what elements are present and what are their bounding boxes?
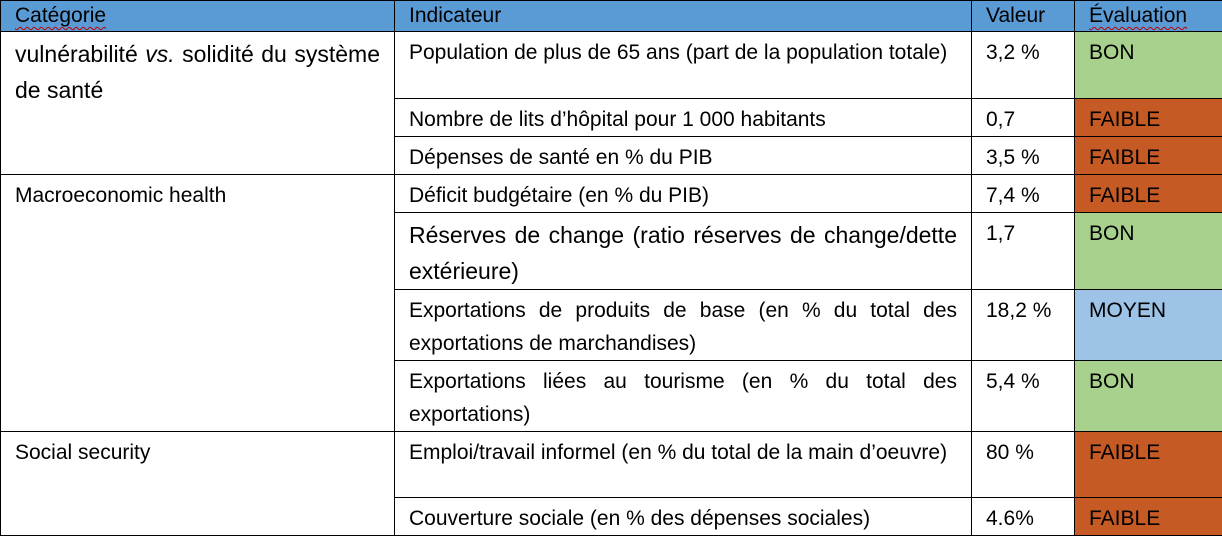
- indicator-cell: Déficit budgétaire (en % du PIB): [395, 175, 972, 213]
- header-category: Catégorie: [1, 1, 395, 32]
- category-label-part1: vulnérabilité: [15, 41, 145, 67]
- table-row: [1, 32, 1222, 99]
- value-cell: 18,2 %: [972, 290, 1075, 361]
- indicator-cell: Nombre de lits d’hôpital pour 1 000 habitants: [395, 99, 972, 137]
- indicator-cell: Dépenses de santé en % du PIB: [395, 137, 972, 175]
- evaluation-cell: FAIBLE: [1075, 498, 1222, 536]
- value-cell: 0,7: [972, 99, 1075, 137]
- category-cell-health-system: [1, 32, 395, 175]
- evaluation-cell: FAIBLE: [1075, 137, 1222, 175]
- value-cell: 7,4 %: [972, 175, 1075, 213]
- value-cell: 3,5 %: [972, 137, 1075, 175]
- value-cell: 4.6%: [972, 498, 1075, 536]
- indicator-cell: Population de plus de 65 ans (part de la population totale): [395, 32, 972, 99]
- evaluation-cell: FAIBLE: [1075, 99, 1222, 137]
- evaluation-cell: FAIBLE: [1075, 432, 1222, 498]
- evaluation-cell: BON: [1075, 32, 1222, 99]
- evaluation-cell: FAIBLE: [1075, 175, 1222, 213]
- header-indicator: Indicateur: [395, 1, 972, 32]
- header-evaluation: Évaluation: [1075, 1, 1222, 32]
- table-row: [1, 432, 1222, 498]
- value-cell: 1,7: [972, 213, 1075, 290]
- evaluation-cell: MOYEN: [1075, 290, 1222, 361]
- value-cell: 80 %: [972, 432, 1075, 498]
- indicator-cell: Réserves de change (ratio réserves de change/dette extérieure): [395, 213, 972, 290]
- category-cell-social-security: Social security: [1, 432, 395, 536]
- indicator-cell: Exportations liées au tourisme (en % du total des exportations): [395, 361, 972, 432]
- category-label-italic: vs.: [145, 41, 174, 67]
- indicator-cell: Exportations de produits de base (en % du total des exportations de marchandises): [395, 290, 972, 361]
- value-cell: 3,2 %: [972, 32, 1075, 99]
- indicator-cell: Couverture sociale (en % des dépenses sociales): [395, 498, 972, 536]
- value-cell: 5,4 %: [972, 361, 1075, 432]
- evaluation-cell: BON: [1075, 213, 1222, 290]
- category-label-part3: solidité du système de santé: [15, 41, 380, 103]
- category-cell-macroeconomic: Macroeconomic health: [1, 175, 395, 432]
- evaluation-cell: BON: [1075, 361, 1222, 432]
- table-header: [1, 1, 1222, 32]
- table-row: [1, 175, 1222, 213]
- indicator-cell: Emploi/travail informel (en % du total de la main d’oeuvre): [395, 432, 972, 498]
- header-value: Valeur: [972, 1, 1075, 32]
